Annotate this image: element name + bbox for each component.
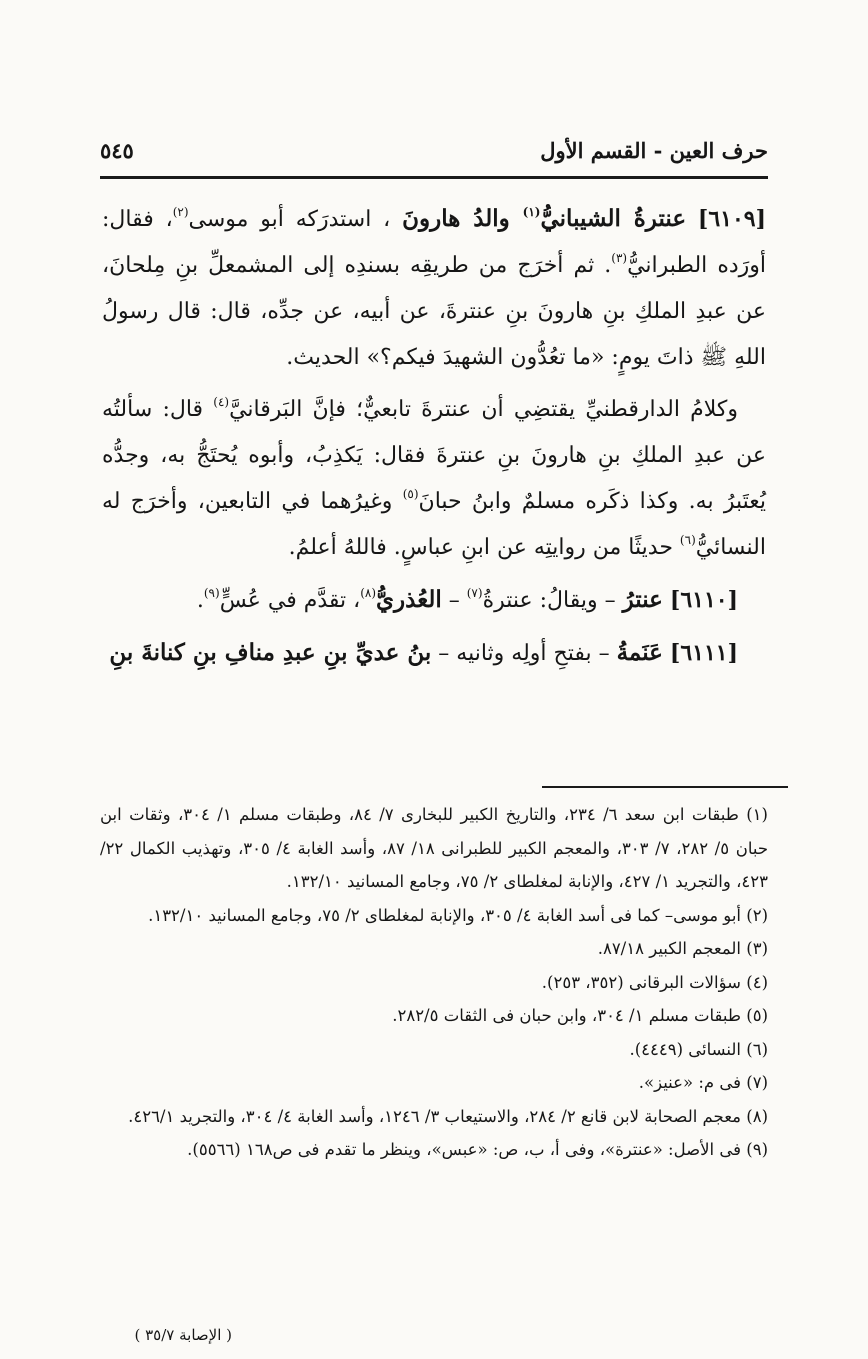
footnote xyxy=(100,932,768,966)
entry-6111: [٦١١١] عَنَمةُ – بفتحِ أولِه وثانيه – بنُ عديِّ بنِ عبدِ منافِ بنِ كنانةَ بنِ xyxy=(109,639,738,666)
footnote-text: فى م: «عنيز». xyxy=(638,1073,741,1092)
footnote xyxy=(100,966,768,1000)
footnote-ref: (٥) xyxy=(402,487,419,501)
page-header xyxy=(100,126,768,174)
footnote-number: (٨) xyxy=(746,1106,768,1126)
main-text xyxy=(102,196,766,677)
footnote-text: طبقات ابن سعد ٦/ ٢٣٤، والتاريخ الكبير للبخارى ٧/ ٨٤، وطبقات مسلم ١/ ٣٠٤، وثقات ابن حبان ٥/ ٢٨٢، ٧/ ٣٠٣، والمعجم الكبير للطبرانى ١٨/ ٨٧، وأسد الغابة ٤/ ٣٠٥، وتهذيب الكمال ٢٢/ ٤٢٣، والتجريد ١/ ٤٢٧، والإنابة لمغلطاى ٢/ ٧٥، وجامع المسانيد ١٣٢/١٠. xyxy=(100,805,769,891)
entry-text: ، استدرَكه أبو موسى xyxy=(188,207,391,232)
footnote-ref: (١) xyxy=(522,205,541,219)
header-rule xyxy=(100,176,768,179)
entry-text: . ثم أخرَج من طريقِه بسندِه إلى المشمعلِّ بنِ مِلحانَ، عن عبدِ الملكِ بنِ هارونَ بنِ عنترةَ، عن أبيه، عن جدِّه، قال: قال رسولُ اللهِ ﷺ ذاتَ يومٍ: «ما تعُدُّون الشهيدَ فيكم؟» الحديث. xyxy=(102,253,766,370)
footnote-ref: (٨) xyxy=(360,586,377,600)
volume-signature: ( الإصابة ٣٥/٧ ) xyxy=(134,1326,232,1344)
entry-number: [٦١١١] xyxy=(669,640,738,666)
footnote xyxy=(100,1033,768,1067)
paragraph: وكلامُ الدارقطنيِّ يقتضِي أن عنترةَ تابعيٌّ؛ فإنَّ البَرقانيَّ$^{(٤)}$ قال: سألتُه عن عبدِ الملكِ بنِ هارونَ بنِ عنترةَ فقال: يَكذِبُ، وأبوه يُحتَجُّ به، وجدُّه يُعتَبرُ به. وكذا ذكَره مسلمٌ وابنُ حبانَ$^{(٥)}$ وغيرُهما في التابعين، وأخرَج له النسائيُّ$^{(٦)}$ حديثًا من روايتِه عن ابنِ عباسٍ. فاللهُ أعلمُ. xyxy=(102,395,766,560)
entry-text: ، فقال: أورَده الطبرانيُّ xyxy=(102,207,767,278)
entry-name: عَنَمةُ xyxy=(616,639,663,666)
entry-number: [٦١١٠] xyxy=(669,587,738,613)
page-number: ٥٤٥ xyxy=(100,137,134,163)
footnote-number: (٣) xyxy=(746,939,768,958)
footnote-ref: (٩) xyxy=(203,586,220,600)
footnote xyxy=(100,1066,768,1100)
footnote-ref: (٣) xyxy=(611,251,628,265)
footnote-text: معجم الصحابة لابن قانع ٢/ ٢٨٤، والاستيعاب ٣/ ١٢٤٦، وأسد الغابة ٤/ ٣٠٤، والتجريد ٤٢٦/١. xyxy=(128,1106,741,1126)
footnote-number: (٢) xyxy=(746,905,768,925)
entry-name: العُذريُّ xyxy=(376,586,442,613)
footnote xyxy=(100,1133,768,1167)
footnote xyxy=(100,999,768,1033)
entry-number: [٦١٠٩] xyxy=(697,206,767,232)
footnote-text: النسائى (٤٤٤٩). xyxy=(629,1039,741,1059)
entry-6110: [٦١١٠] عنترُ – ويقالُ: عنترةُ$^{(٧)}$ – العُذريُّ$^{(٨)}$، تقدَّم في عُسٍّ$^{(٩)}$. xyxy=(196,586,738,613)
footnote-ref: (٤) xyxy=(213,395,230,409)
footnote-number: (٤) xyxy=(746,972,768,992)
footnote-ref: (٧) xyxy=(466,586,483,600)
footnote xyxy=(100,1100,768,1134)
entry-name: عنترُ xyxy=(622,586,663,613)
entry-name: بنُ عديِّ بنِ عبدِ منافِ بنِ كنانةَ بنِ xyxy=(109,639,432,666)
footnote-separator xyxy=(542,786,788,788)
footnote xyxy=(100,899,768,933)
footnote-number: (٦) xyxy=(746,1039,768,1059)
footnote-ref: (٢) xyxy=(172,205,189,219)
footnote-text: أبو موسى– كما فى أسد الغابة ٤/ ٣٠٥، والإنابة لمغلطاى ٢/ ٧٥، وجامع المسانيد ١٣٢/١٠. xyxy=(148,905,741,925)
footnote-ref: (٦) xyxy=(679,533,696,547)
footnote-number: (١) xyxy=(746,805,768,824)
entry-6109 xyxy=(102,196,766,381)
entry-name: عنترةُ الشيبانيُّ$^{(١)}$ والدُ هارونَ xyxy=(402,205,687,232)
footnote-text: فى الأصل: «عنترة»، وفى أ، ب، ص: «عبس»، وينظر ما تقدم فى ص١٦٨ (٥٥٦٦). xyxy=(187,1140,741,1159)
footnote-text: المعجم الكبير ٨٧/١٨. xyxy=(597,939,741,958)
footnote-text: طبقات مسلم ١/ ٣٠٤، وابن حبان فى الثقات ٢٨٢/٥. xyxy=(392,1006,741,1025)
footnote-number: (٩) xyxy=(746,1140,768,1159)
footnotes xyxy=(100,798,768,1167)
footnote xyxy=(100,798,768,899)
running-title: حرف العين - القسم الأول xyxy=(540,137,768,163)
footnote-text: سؤالات البرقانى (٣٥٢، ٢٥٣). xyxy=(541,972,741,992)
footnote-number: (٧) xyxy=(746,1073,768,1092)
footnote-number: (٥) xyxy=(746,1006,768,1025)
